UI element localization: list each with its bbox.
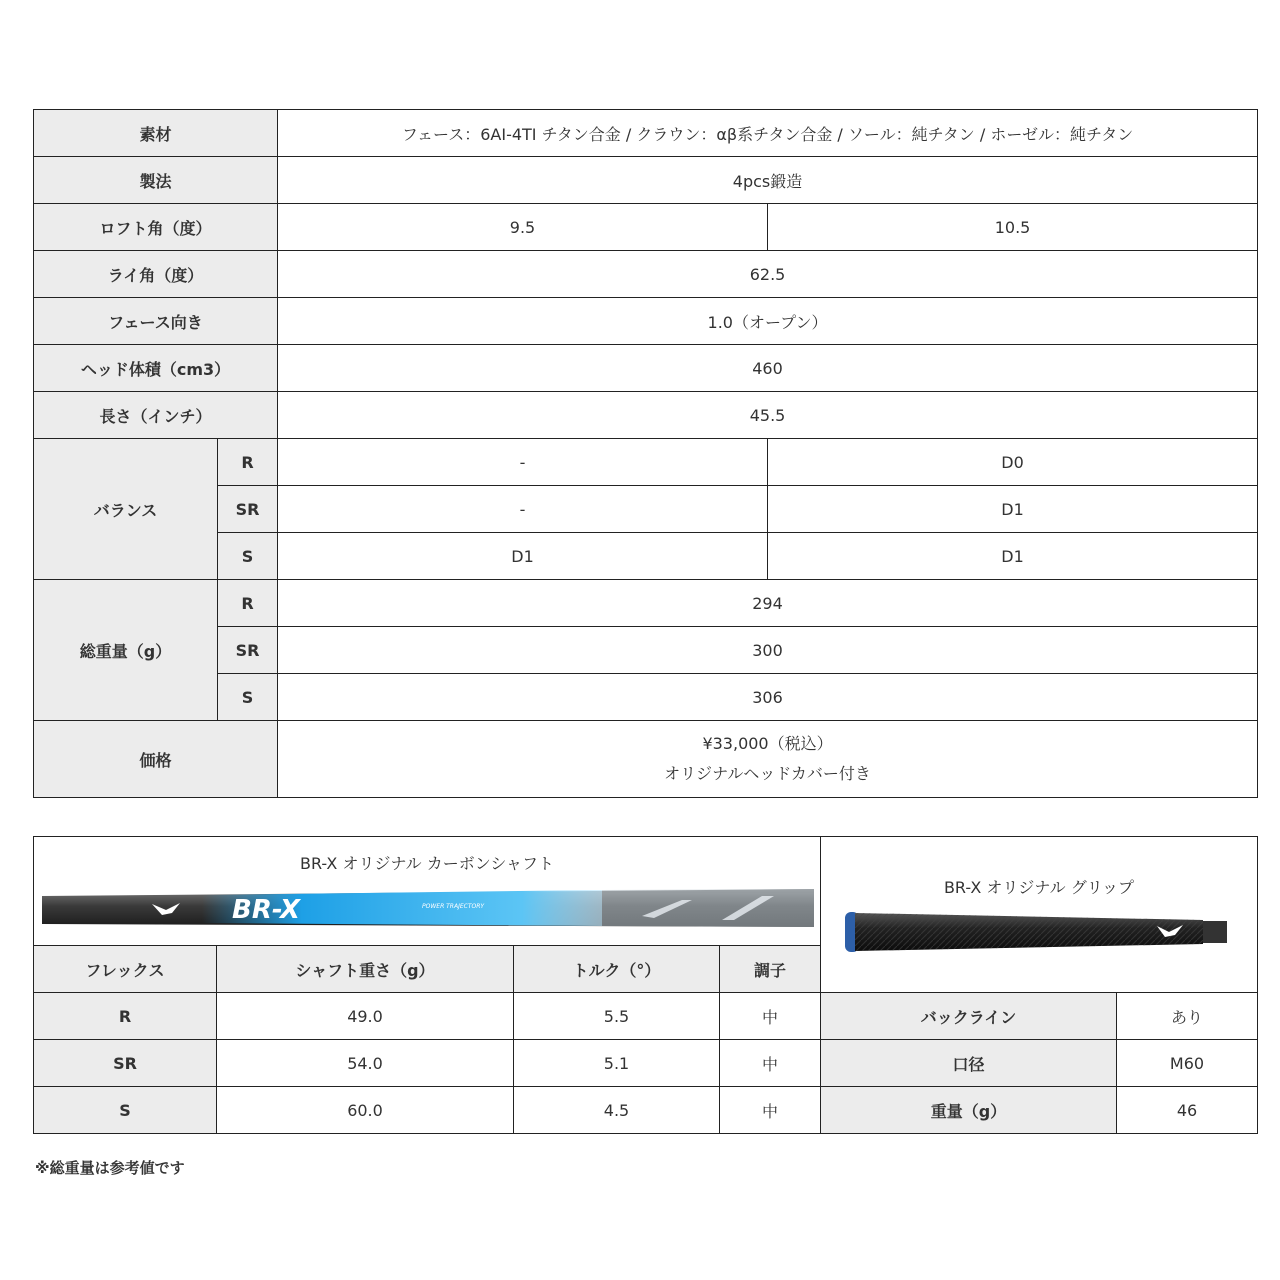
grip-value: M60: [1117, 1040, 1258, 1087]
shaft-flex: SR: [34, 1040, 217, 1087]
material-value: フェース：6AI-4TI チタン合金 / クラウン：αβ系チタン合金 / ソール：純チタン / ホーゼル：純チタン: [278, 110, 1258, 157]
footnote: ※総重量は参考値です: [35, 1159, 185, 1177]
balance-value: -: [278, 439, 768, 486]
weight-flex: S: [218, 674, 278, 721]
weight-value: 294: [278, 580, 1258, 627]
length-label: 長さ（インチ）: [34, 392, 278, 439]
balance-flex: S: [218, 533, 278, 580]
balance-flex: R: [218, 439, 278, 486]
length-value: 45.5: [278, 392, 1258, 439]
material-label: 素材: [34, 110, 278, 157]
face-label: フェース向き: [34, 298, 278, 345]
shaft-subtitle: POWER TRAJECTORY: [422, 903, 485, 910]
shaft-weight: 60.0: [217, 1087, 514, 1134]
grip-collar: [1203, 921, 1227, 943]
shaft-panel: [34, 837, 821, 946]
lie-label: ライ角（度）: [34, 251, 278, 298]
shaft-kick: 中: [720, 993, 821, 1040]
balance-value: D1: [768, 486, 1258, 533]
balance-value: D1: [768, 533, 1258, 580]
shaft-header-kick: 調子: [720, 946, 821, 993]
grip-label: 重量（g）: [821, 1087, 1117, 1134]
shaft-header-torque: トルク（°）: [514, 946, 720, 993]
weight-flex: SR: [218, 627, 278, 674]
shaft-flex: R: [34, 993, 217, 1040]
spec-table: [33, 109, 1258, 798]
grip-label: 口径: [821, 1040, 1117, 1087]
loft-label: ロフト角（度）: [34, 204, 278, 251]
grip-title: BR-X オリジナル グリップ: [943, 878, 1135, 897]
shaft-grip-table: [33, 836, 1258, 1134]
method-label: 製法: [34, 157, 278, 204]
price-value: ¥33,000（税込）: [702, 734, 833, 753]
price-note: オリジナルヘッドカバー付き: [664, 764, 871, 783]
shaft-weight: 49.0: [217, 993, 514, 1040]
lie-value: 62.5: [278, 251, 1258, 298]
shaft-kick: 中: [720, 1040, 821, 1087]
volume-value: 460: [278, 345, 1258, 392]
volume-label: ヘッド体積（cm3）: [34, 345, 278, 392]
shaft-title: BR-X オリジナル カーボンシャフト: [299, 854, 555, 873]
grip-image: [843, 910, 1235, 954]
method-value: 4pcs鍛造: [278, 157, 1258, 204]
shaft-torque: 5.5: [514, 993, 720, 1040]
grip-texture: [855, 913, 1203, 951]
balance-label: バランス: [34, 439, 218, 580]
balance-value: D1: [278, 533, 768, 580]
balance-value: -: [278, 486, 768, 533]
shaft-torque: 5.1: [514, 1040, 720, 1087]
shaft-flex: S: [34, 1087, 217, 1134]
grip-label: バックライン: [821, 993, 1117, 1040]
grip-value: 46: [1117, 1087, 1258, 1134]
price-cell: [278, 721, 1258, 798]
grip-value: あり: [1117, 993, 1258, 1040]
loft-value: 9.5: [278, 204, 768, 251]
loft-value: 10.5: [768, 204, 1258, 251]
balance-flex: SR: [218, 486, 278, 533]
shaft-silver-graphic: [602, 889, 814, 927]
weight-value: 306: [278, 674, 1258, 721]
weight-flex: R: [218, 580, 278, 627]
shaft-header-weight: シャフト重さ（g）: [217, 946, 514, 993]
shaft-weight: 54.0: [217, 1040, 514, 1087]
shaft-kick: 中: [720, 1087, 821, 1134]
weight-label: 総重量（g）: [34, 580, 218, 721]
grip-panel: [821, 837, 1258, 993]
shaft-logo: BR-X: [232, 895, 301, 925]
shaft-image: [42, 886, 814, 930]
balance-value: D0: [768, 439, 1258, 486]
weight-value: 300: [278, 627, 1258, 674]
face-value: 1.0（オープン）: [278, 298, 1258, 345]
shaft-header-flex: フレックス: [34, 946, 217, 993]
shaft-torque: 4.5: [514, 1087, 720, 1134]
price-label: 価格: [34, 721, 278, 798]
